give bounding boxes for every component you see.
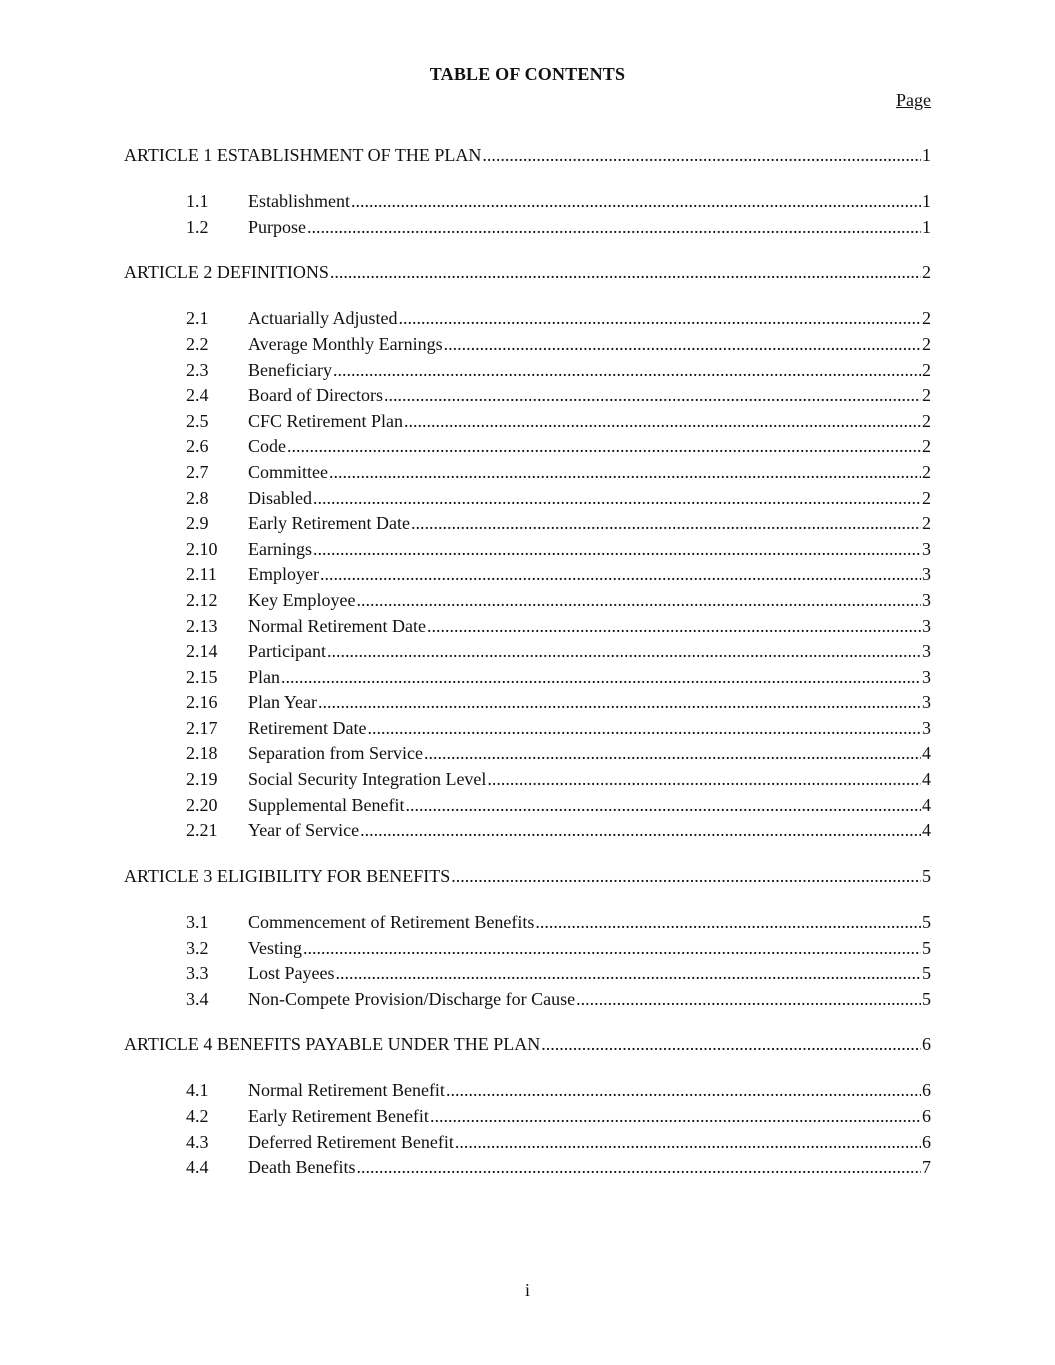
section-title: Lost Payees xyxy=(248,963,335,984)
page-title: TABLE OF CONTENTS xyxy=(429,64,626,84)
dot-leader xyxy=(404,411,921,432)
dot-leader xyxy=(307,217,921,238)
dot-leader xyxy=(576,989,921,1010)
dot-leader xyxy=(327,641,921,662)
section-number: 2.7 xyxy=(186,461,209,482)
toc-article-row[interactable] xyxy=(124,145,931,171)
toc-article-row[interactable] xyxy=(124,1034,931,1060)
footer-page-number: i xyxy=(524,1280,530,1300)
toc-section-row[interactable] xyxy=(124,1080,931,1106)
toc-section-row[interactable] xyxy=(124,769,931,795)
section-page-number: 2 xyxy=(922,410,931,431)
section-page-number: 3 xyxy=(922,692,931,713)
toc-article-row[interactable] xyxy=(124,262,931,288)
section-title: Vesting xyxy=(248,937,302,958)
section-number: 2.5 xyxy=(186,410,209,431)
section-number: 2.8 xyxy=(186,487,209,508)
section-page-number: 3 xyxy=(922,615,931,636)
section-title: Establishment xyxy=(248,191,350,212)
section-number: 2.15 xyxy=(186,666,218,687)
dot-leader xyxy=(330,262,921,283)
section-title: Committee xyxy=(248,461,328,482)
section-page-number: 1 xyxy=(922,216,931,237)
section-number: 3.4 xyxy=(186,988,209,1009)
dot-leader xyxy=(313,539,921,560)
dot-leader xyxy=(281,667,921,688)
section-title: Board of Directors xyxy=(248,385,383,406)
toc-section-row[interactable] xyxy=(124,217,931,243)
article-heading: ARTICLE 4 BENEFITS PAYABLE UNDER THE PLAN xyxy=(124,1034,541,1055)
section-title: Normal Retirement Benefit xyxy=(248,1080,445,1101)
dot-leader xyxy=(356,1157,921,1178)
dot-leader xyxy=(444,334,921,355)
dot-leader xyxy=(455,1132,921,1153)
section-page-number: 3 xyxy=(922,717,931,738)
section-number: 2.11 xyxy=(186,564,217,585)
section-page-number: 7 xyxy=(922,1157,931,1178)
section-page-number: 5 xyxy=(922,911,931,932)
dot-leader xyxy=(398,308,921,329)
toc-section-row[interactable] xyxy=(124,436,931,462)
section-title: Plan xyxy=(248,666,281,687)
dot-leader xyxy=(482,145,921,166)
section-page-number: 2 xyxy=(922,461,931,482)
toc-section-row[interactable] xyxy=(124,743,931,769)
section-title: Death Benefits xyxy=(248,1157,356,1178)
dot-leader xyxy=(360,820,921,841)
dot-leader xyxy=(446,1080,921,1101)
section-title: Plan Year xyxy=(248,692,318,713)
section-number: 2.1 xyxy=(186,308,209,329)
dot-leader xyxy=(303,938,921,959)
dot-leader xyxy=(430,1106,921,1127)
toc-section-row[interactable] xyxy=(124,462,931,488)
section-number: 2.9 xyxy=(186,513,209,534)
section-number: 2.20 xyxy=(186,794,218,815)
section-number: 4.3 xyxy=(186,1131,209,1152)
section-title: Purpose xyxy=(248,216,306,237)
section-page-number: 5 xyxy=(922,937,931,958)
article-heading: ARTICLE 2 DEFINITIONS xyxy=(124,262,329,283)
section-number: 3.1 xyxy=(186,911,209,932)
toc-list xyxy=(124,145,931,1183)
toc-section-row[interactable] xyxy=(124,360,931,386)
section-page-number: 5 xyxy=(922,988,931,1009)
toc-section-row[interactable] xyxy=(124,513,931,539)
section-page-number: 6 xyxy=(922,1131,931,1152)
page-column-label: Page xyxy=(896,90,931,110)
toc-section-row[interactable] xyxy=(124,1106,931,1132)
section-title: Early Retirement Date xyxy=(248,513,410,534)
section-page-number: 4 xyxy=(922,769,931,790)
dot-leader xyxy=(287,436,921,457)
section-title: Deferred Retirement Benefit xyxy=(248,1131,454,1152)
section-number: 4.2 xyxy=(186,1106,209,1126)
toc-section-row[interactable] xyxy=(124,385,931,411)
section-page-number: 3 xyxy=(922,564,931,585)
article-spacer xyxy=(124,288,931,309)
dot-leader xyxy=(367,718,921,739)
dot-leader xyxy=(333,360,921,381)
article-heading: ARTICLE 1 ESTABLISHMENT OF THE PLAN xyxy=(124,145,482,165)
section-page-number: 3 xyxy=(922,538,931,559)
toc-section-row[interactable] xyxy=(124,334,931,360)
toc-section-row[interactable] xyxy=(124,795,931,821)
dot-leader xyxy=(451,866,921,887)
article-page-number: 1 xyxy=(922,145,931,165)
toc-section-row[interactable] xyxy=(124,539,931,565)
section-page-number: 2 xyxy=(922,385,931,406)
section-page-number: 2 xyxy=(922,359,931,380)
toc-section-row[interactable] xyxy=(124,938,931,964)
section-page-number: 6 xyxy=(922,1106,931,1126)
section-page-number: 3 xyxy=(922,641,931,662)
toc-section-row[interactable] xyxy=(124,488,931,514)
toc-section-row[interactable] xyxy=(124,564,931,590)
dot-leader xyxy=(405,795,921,816)
section-number: 2.14 xyxy=(186,641,218,662)
section-title: Early Retirement Benefit xyxy=(248,1106,429,1126)
section-title: Average Monthly Earnings xyxy=(248,333,443,354)
section-page-number: 3 xyxy=(922,589,931,610)
toc-section-row[interactable] xyxy=(124,989,931,1015)
article-spacer xyxy=(124,1060,931,1081)
section-number: 2.3 xyxy=(186,359,209,380)
section-page-number: 3 xyxy=(922,666,931,687)
dot-leader xyxy=(320,564,921,585)
section-number: 3.2 xyxy=(186,937,209,958)
section-page-number: 5 xyxy=(922,963,931,984)
section-number: 2.4 xyxy=(186,385,209,406)
section-title: Employer xyxy=(248,564,319,585)
section-page-number: 1 xyxy=(922,191,931,212)
section-title: Supplemental Benefit xyxy=(248,794,405,815)
section-number: 1.1 xyxy=(186,191,209,212)
article-spacer xyxy=(124,891,931,912)
dot-leader xyxy=(487,769,921,790)
section-number: 2.10 xyxy=(186,538,218,559)
toc-section-row[interactable] xyxy=(124,1132,931,1158)
section-page-number: 4 xyxy=(922,794,931,815)
dot-leader xyxy=(318,692,921,713)
dot-leader xyxy=(427,616,921,637)
section-title: Year of Service xyxy=(248,820,360,841)
toc-section-row[interactable] xyxy=(124,616,931,642)
section-title: Key Employee xyxy=(248,589,356,610)
dot-leader xyxy=(541,1034,921,1055)
section-title: Disabled xyxy=(248,487,312,508)
toc-section-row[interactable] xyxy=(124,411,931,437)
toc-section-row[interactable] xyxy=(124,912,931,938)
dot-leader xyxy=(351,191,921,212)
toc-section-row[interactable] xyxy=(124,1157,931,1183)
article-page-number: 2 xyxy=(922,262,931,283)
section-number: 2.2 xyxy=(186,333,209,354)
section-title: Beneficiary xyxy=(248,359,332,380)
dot-leader xyxy=(356,590,921,611)
dot-leader xyxy=(335,963,921,984)
toc-section-row[interactable] xyxy=(124,692,931,718)
section-title: Non-Compete Provision/Discharge for Cause xyxy=(248,988,576,1009)
section-number: 2.21 xyxy=(186,820,218,841)
section-title: Social Security Integration Level xyxy=(248,769,487,790)
section-page-number: 6 xyxy=(922,1080,931,1101)
section-page-number: 2 xyxy=(922,333,931,354)
toc-section-row[interactable] xyxy=(124,641,931,667)
toc-section-row[interactable] xyxy=(124,308,931,334)
section-number: 2.6 xyxy=(186,436,209,457)
section-number: 2.17 xyxy=(186,717,218,738)
section-number: 4.1 xyxy=(186,1080,209,1101)
section-number: 1.2 xyxy=(186,216,209,237)
toc-section-row[interactable] xyxy=(124,590,931,616)
dot-leader xyxy=(535,912,921,933)
section-number: 4.4 xyxy=(186,1157,209,1178)
toc-section-row[interactable] xyxy=(124,718,931,744)
section-title: Participant xyxy=(248,641,326,662)
toc-section-row[interactable] xyxy=(124,820,931,846)
section-title: Actuarially Adjusted xyxy=(248,308,398,329)
section-title: Separation from Service xyxy=(248,743,423,764)
toc-article-row[interactable] xyxy=(124,866,931,892)
section-page-number: 2 xyxy=(922,513,931,534)
toc-section-row[interactable] xyxy=(124,191,931,217)
article-page-number: 6 xyxy=(922,1034,931,1055)
section-title: Commencement of Retirement Benefits xyxy=(248,911,535,932)
section-number: 2.16 xyxy=(186,692,218,713)
toc-section-row[interactable] xyxy=(124,963,931,989)
section-title: CFC Retirement Plan xyxy=(248,410,403,431)
section-page-number: 2 xyxy=(922,487,931,508)
article-heading: ARTICLE 3 ELIGIBILITY FOR BENEFITS xyxy=(124,865,451,886)
section-page-number: 2 xyxy=(922,436,931,457)
toc-section-row[interactable] xyxy=(124,667,931,693)
section-number: 2.19 xyxy=(186,769,218,790)
section-title: Retirement Date xyxy=(248,717,367,738)
section-number: 2.18 xyxy=(186,743,218,764)
section-number: 2.12 xyxy=(186,589,218,610)
dot-leader xyxy=(329,462,921,483)
dot-leader xyxy=(424,743,921,764)
section-number: 3.3 xyxy=(186,963,209,984)
section-page-number: 2 xyxy=(922,308,931,329)
section-number: 2.13 xyxy=(186,615,218,636)
dot-leader xyxy=(411,513,921,534)
article-spacer xyxy=(124,171,931,192)
section-title: Earnings xyxy=(248,538,312,559)
dot-leader xyxy=(384,385,921,406)
article-page-number: 5 xyxy=(922,865,931,886)
section-title: Code xyxy=(248,436,286,457)
section-page-number: 4 xyxy=(922,743,931,764)
section-page-number: 4 xyxy=(922,820,931,841)
section-title: Normal Retirement Date xyxy=(248,615,426,636)
dot-leader xyxy=(313,488,921,509)
